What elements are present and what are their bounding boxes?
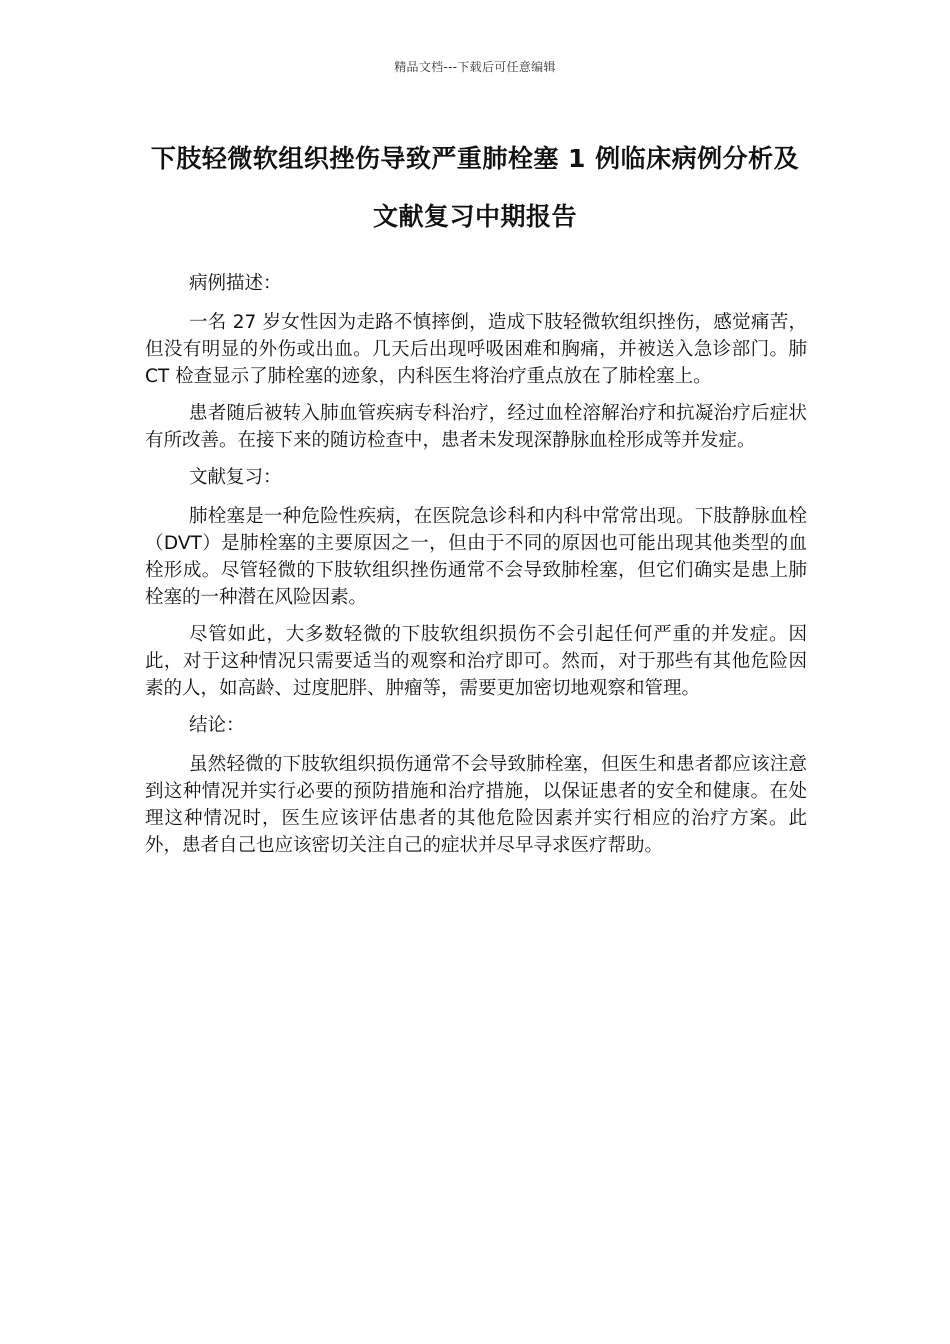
document-body: [145, 270, 807, 869]
paragraph-case-presentation: 一名 27 岁女性因为走路不慎摔倒，造成下肢轻微软组织挫伤，感觉痛苦，但没有明显的外伤或出血。几天后出现呼吸困难和胸痛，并被送入急诊部门。肺 CT 检查显示了肺栓塞的迹象，内科医生将治疗重点放在了肺栓塞上。: [145, 312, 807, 387]
paragraph-literature-1: 肺栓塞是一种危险性疾病，在医院急诊科和内科中常常出现。下肢静脉血栓（DVT）是肺栓塞的主要原因之一，但由于不同的原因也可能出现其他类型的血栓形成。尽管轻微的下肢软组织挫伤通常不会导致肺栓塞，但它们确实是患上肺栓塞的一种潜在风险因素。: [145, 506, 807, 608]
paragraph-conclusion: 虽然轻微的下肢软组织损伤通常不会导致肺栓塞，但医生和患者都应该注意到这种情况并实行必要的预防措施和治疗措施，以保证患者的安全和健康。在处理这种情况时，医生应该评估患者的其他危险因素并实行相应的治疗方案。此外，患者自己也应该密切关注自己的症状并尽早寻求医疗帮助。: [145, 754, 807, 856]
paragraph-case-treatment: 患者随后被转入肺血管疾病专科治疗，经过血栓溶解治疗和抗凝治疗后症状有所改善。在接下来的随访检查中，患者未发现深静脉血栓形成等并发症。: [145, 403, 807, 451]
section-heading-conclusion: 结论：: [189, 715, 245, 736]
paragraph-literature-2: 尽管如此，大多数轻微的下肢软组织损伤不会引起任何严重的并发症。因此，对于这种情况只需要适当的观察和治疗即可。然而，对于那些有其他危险因素的人，如高龄、过度肥胖、肿瘤等，需要更加密切地观察和管理。: [145, 624, 807, 699]
section-heading-case-description: 病例描述：: [189, 273, 282, 294]
document-title: 下肢轻微软组织挫伤导致严重肺栓塞 1 例临床病例分析及文献复习中期报告: [150, 144, 800, 231]
section-heading-literature-review: 文献复习：: [189, 467, 282, 488]
page-header: 精品文档---下载后可任意编辑: [394, 60, 556, 74]
